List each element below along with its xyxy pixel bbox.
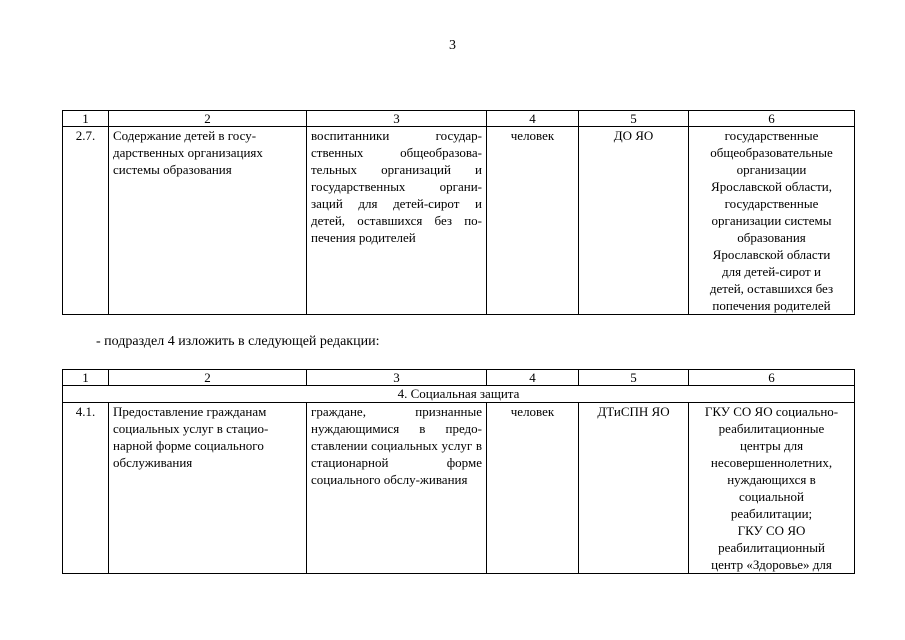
provider-line: реабилитационный	[718, 540, 825, 555]
provider-line: центр «Здоровье» для	[711, 557, 832, 572]
service-recipients: воспитанники государ-ственных общеобразова-тельных организаций и государственных органи-заций для детей-сирот и детей, оставшихся без по-печения родителей	[307, 127, 487, 315]
provider-line: государственные	[724, 196, 819, 211]
section-row	[63, 386, 855, 403]
column-number: 5	[579, 370, 689, 386]
provider-line: образования	[737, 230, 806, 245]
row-number: 2.7.	[63, 127, 109, 315]
provider-line: организации системы	[711, 213, 832, 228]
provider-line: нуждающихся в	[727, 472, 816, 487]
service-name: Предоставление гражданам социальных услуг в стацио-нарной форме социального обслуживания	[109, 403, 307, 574]
provider-line: социальной	[739, 489, 804, 504]
column-number: 2	[109, 370, 307, 386]
services-table-2	[62, 369, 855, 574]
column-number: 1	[63, 370, 109, 386]
column-number: 4	[487, 111, 579, 127]
column-number: 6	[689, 111, 855, 127]
section-title: 4. Социальная защита	[63, 386, 855, 403]
column-number: 3	[307, 370, 487, 386]
row-number: 4.1.	[63, 403, 109, 574]
unit-of-measure: человек	[487, 127, 579, 315]
column-number: 4	[487, 370, 579, 386]
column-number: 5	[579, 111, 689, 127]
page-number: 3	[449, 38, 456, 53]
provider-line: ГКУ СО ЯО социально-	[704, 404, 839, 419]
provider-line: Ярославской области,	[711, 179, 832, 194]
service-providers	[689, 127, 855, 315]
services-table-1	[62, 110, 855, 315]
column-number: 2	[109, 111, 307, 127]
provider-line: ГКУ СО ЯО	[737, 523, 806, 538]
amendment-note: - подраздел 4 изложить в следующей редакции:	[96, 334, 380, 349]
provider-line: организации	[736, 162, 807, 177]
provider-line: реабилитационные	[718, 421, 825, 436]
provider-line: Ярославской области	[712, 247, 831, 262]
provider-line: несовершеннолетних,	[710, 455, 833, 470]
provider-line: детей, оставшихся без	[709, 281, 834, 296]
service-name: Содержание детей в госу-дарственных организациях системы образования	[109, 127, 307, 315]
provider-line: общеобразовательные	[710, 145, 833, 160]
table-row	[63, 403, 855, 574]
column-number-row	[63, 370, 855, 386]
authority: ДТиСПН ЯО	[579, 403, 689, 574]
authority: ДО ЯО	[579, 127, 689, 315]
column-number: 3	[307, 111, 487, 127]
column-number: 1	[63, 111, 109, 127]
service-recipients: граждане, признанные нуждающимися в предо-ставлении социальных услуг в стационарной форме социального обслу-живания	[307, 403, 487, 574]
provider-line: центры для	[739, 438, 804, 453]
unit-of-measure: человек	[487, 403, 579, 574]
service-providers	[689, 403, 855, 574]
provider-line: государственные	[724, 128, 819, 143]
column-number-row	[63, 111, 855, 127]
table-row	[63, 127, 855, 315]
provider-line: попечения родителей	[712, 298, 831, 313]
column-number: 6	[689, 370, 855, 386]
provider-line: реабилитации;	[730, 506, 813, 521]
provider-line: для детей-сирот и	[722, 264, 821, 279]
